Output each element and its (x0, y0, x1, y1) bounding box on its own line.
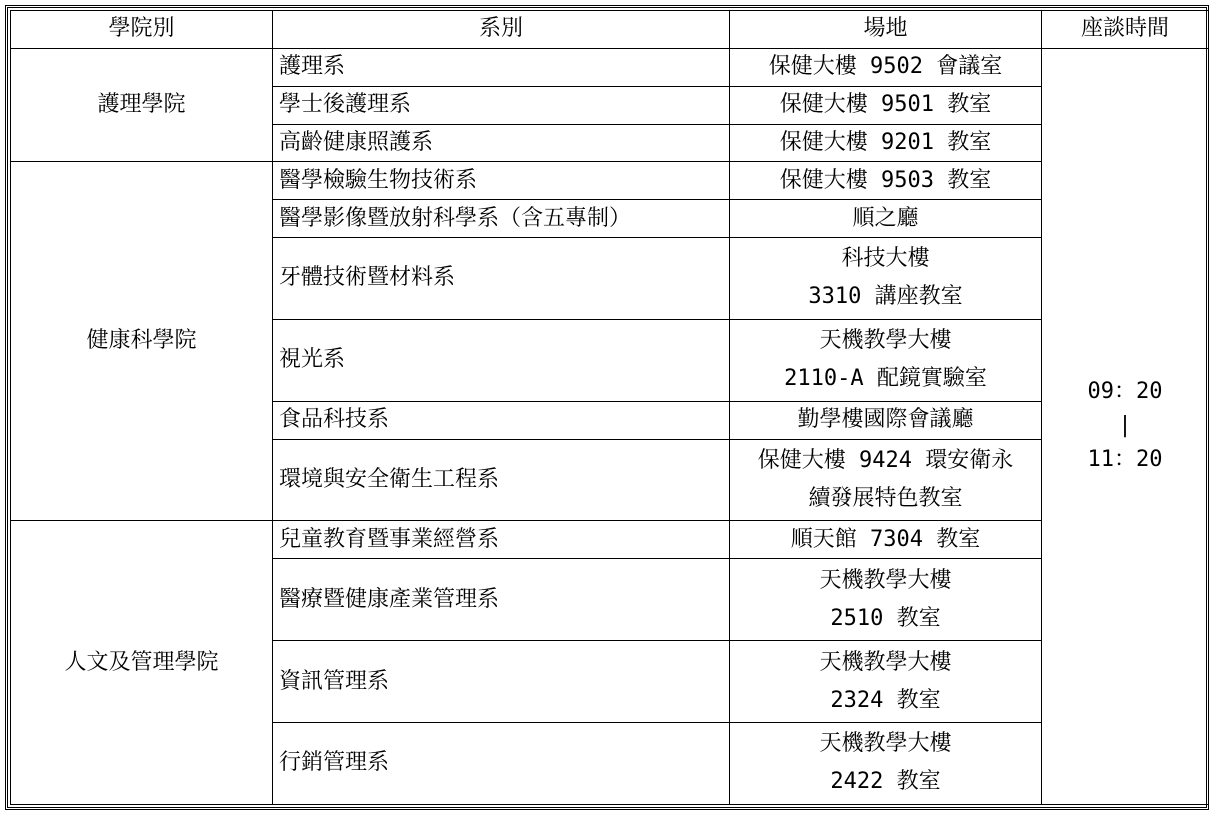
department-cell: 醫療暨健康產業管理系 (273, 559, 730, 641)
venue-cell (730, 439, 1042, 521)
header-time: 座談時間 (1042, 11, 1209, 49)
college-health: 健康科學院 (11, 162, 273, 521)
venue-cell: 勤學樓國際會議廳 (730, 401, 1042, 439)
venue-line: 2422 教室 (830, 769, 941, 795)
venue-line: 天機教學大樓 (819, 649, 952, 675)
venue-cell (730, 238, 1042, 320)
venue-line: 2110-A 配鏡實驗室 (784, 366, 987, 392)
department-cell: 護理系 (273, 48, 730, 86)
header-venue: 場地 (730, 11, 1042, 49)
venue-line: 天機教學大樓 (819, 567, 952, 593)
department-cell: 食品科技系 (273, 401, 730, 439)
department-cell: 牙體技術暨材料系 (273, 238, 730, 320)
time-separator: | (1118, 413, 1132, 439)
venue-line: 2324 教室 (830, 687, 941, 713)
department-cell: 資訊管理系 (273, 641, 730, 723)
venue-line: 保健大樓 9424 環安衛永 (757, 448, 1014, 474)
venue-line: 3310 講座教室 (808, 284, 963, 310)
header-row (11, 11, 1209, 49)
venue-line: 續發展特色教室 (808, 486, 963, 512)
venue-cell (730, 641, 1042, 723)
time-start: 09：20 (1087, 379, 1163, 405)
table-row (11, 162, 1209, 200)
venue-line: 科技大樓 (841, 246, 930, 272)
venue-cell: 順天館 7304 教室 (730, 521, 1042, 559)
venue-cell (730, 722, 1042, 804)
venue-line: 天機教學大樓 (819, 328, 952, 354)
venue-cell (730, 559, 1042, 641)
department-cell: 兒童教育暨事業經營系 (273, 521, 730, 559)
table-row (11, 521, 1209, 559)
venue-cell: 保健大樓 9502 會議室 (730, 48, 1042, 86)
department-cell: 學士後護理系 (273, 86, 730, 124)
time-end: 11：20 (1087, 447, 1163, 473)
venue-cell: 保健大樓 9501 教室 (730, 86, 1042, 124)
department-cell: 醫學檢驗生物技術系 (273, 162, 730, 200)
department-cell: 環境與安全衛生工程系 (273, 439, 730, 521)
department-cell: 醫學影像暨放射科學系（含五專制） (273, 200, 730, 238)
venue-line: 2510 教室 (830, 605, 941, 631)
venue-cell: 保健大樓 9503 教室 (730, 162, 1042, 200)
venue-cell: 保健大樓 9201 教室 (730, 124, 1042, 162)
college-nursing: 護理學院 (11, 48, 273, 162)
header-college: 學院別 (11, 11, 273, 49)
venue-cell (730, 319, 1042, 401)
schedule-frame (5, 5, 1209, 810)
table-row (11, 48, 1209, 86)
header-department: 系別 (273, 11, 730, 49)
venue-line: 天機教學大樓 (819, 731, 952, 757)
schedule-table (10, 10, 1209, 805)
department-cell: 高齡健康照護系 (273, 124, 730, 162)
meeting-time-cell (1042, 48, 1209, 804)
department-cell: 行銷管理系 (273, 722, 730, 804)
venue-cell: 順之廳 (730, 200, 1042, 238)
department-cell: 視光系 (273, 319, 730, 401)
college-humanities: 人文及管理學院 (11, 521, 273, 805)
